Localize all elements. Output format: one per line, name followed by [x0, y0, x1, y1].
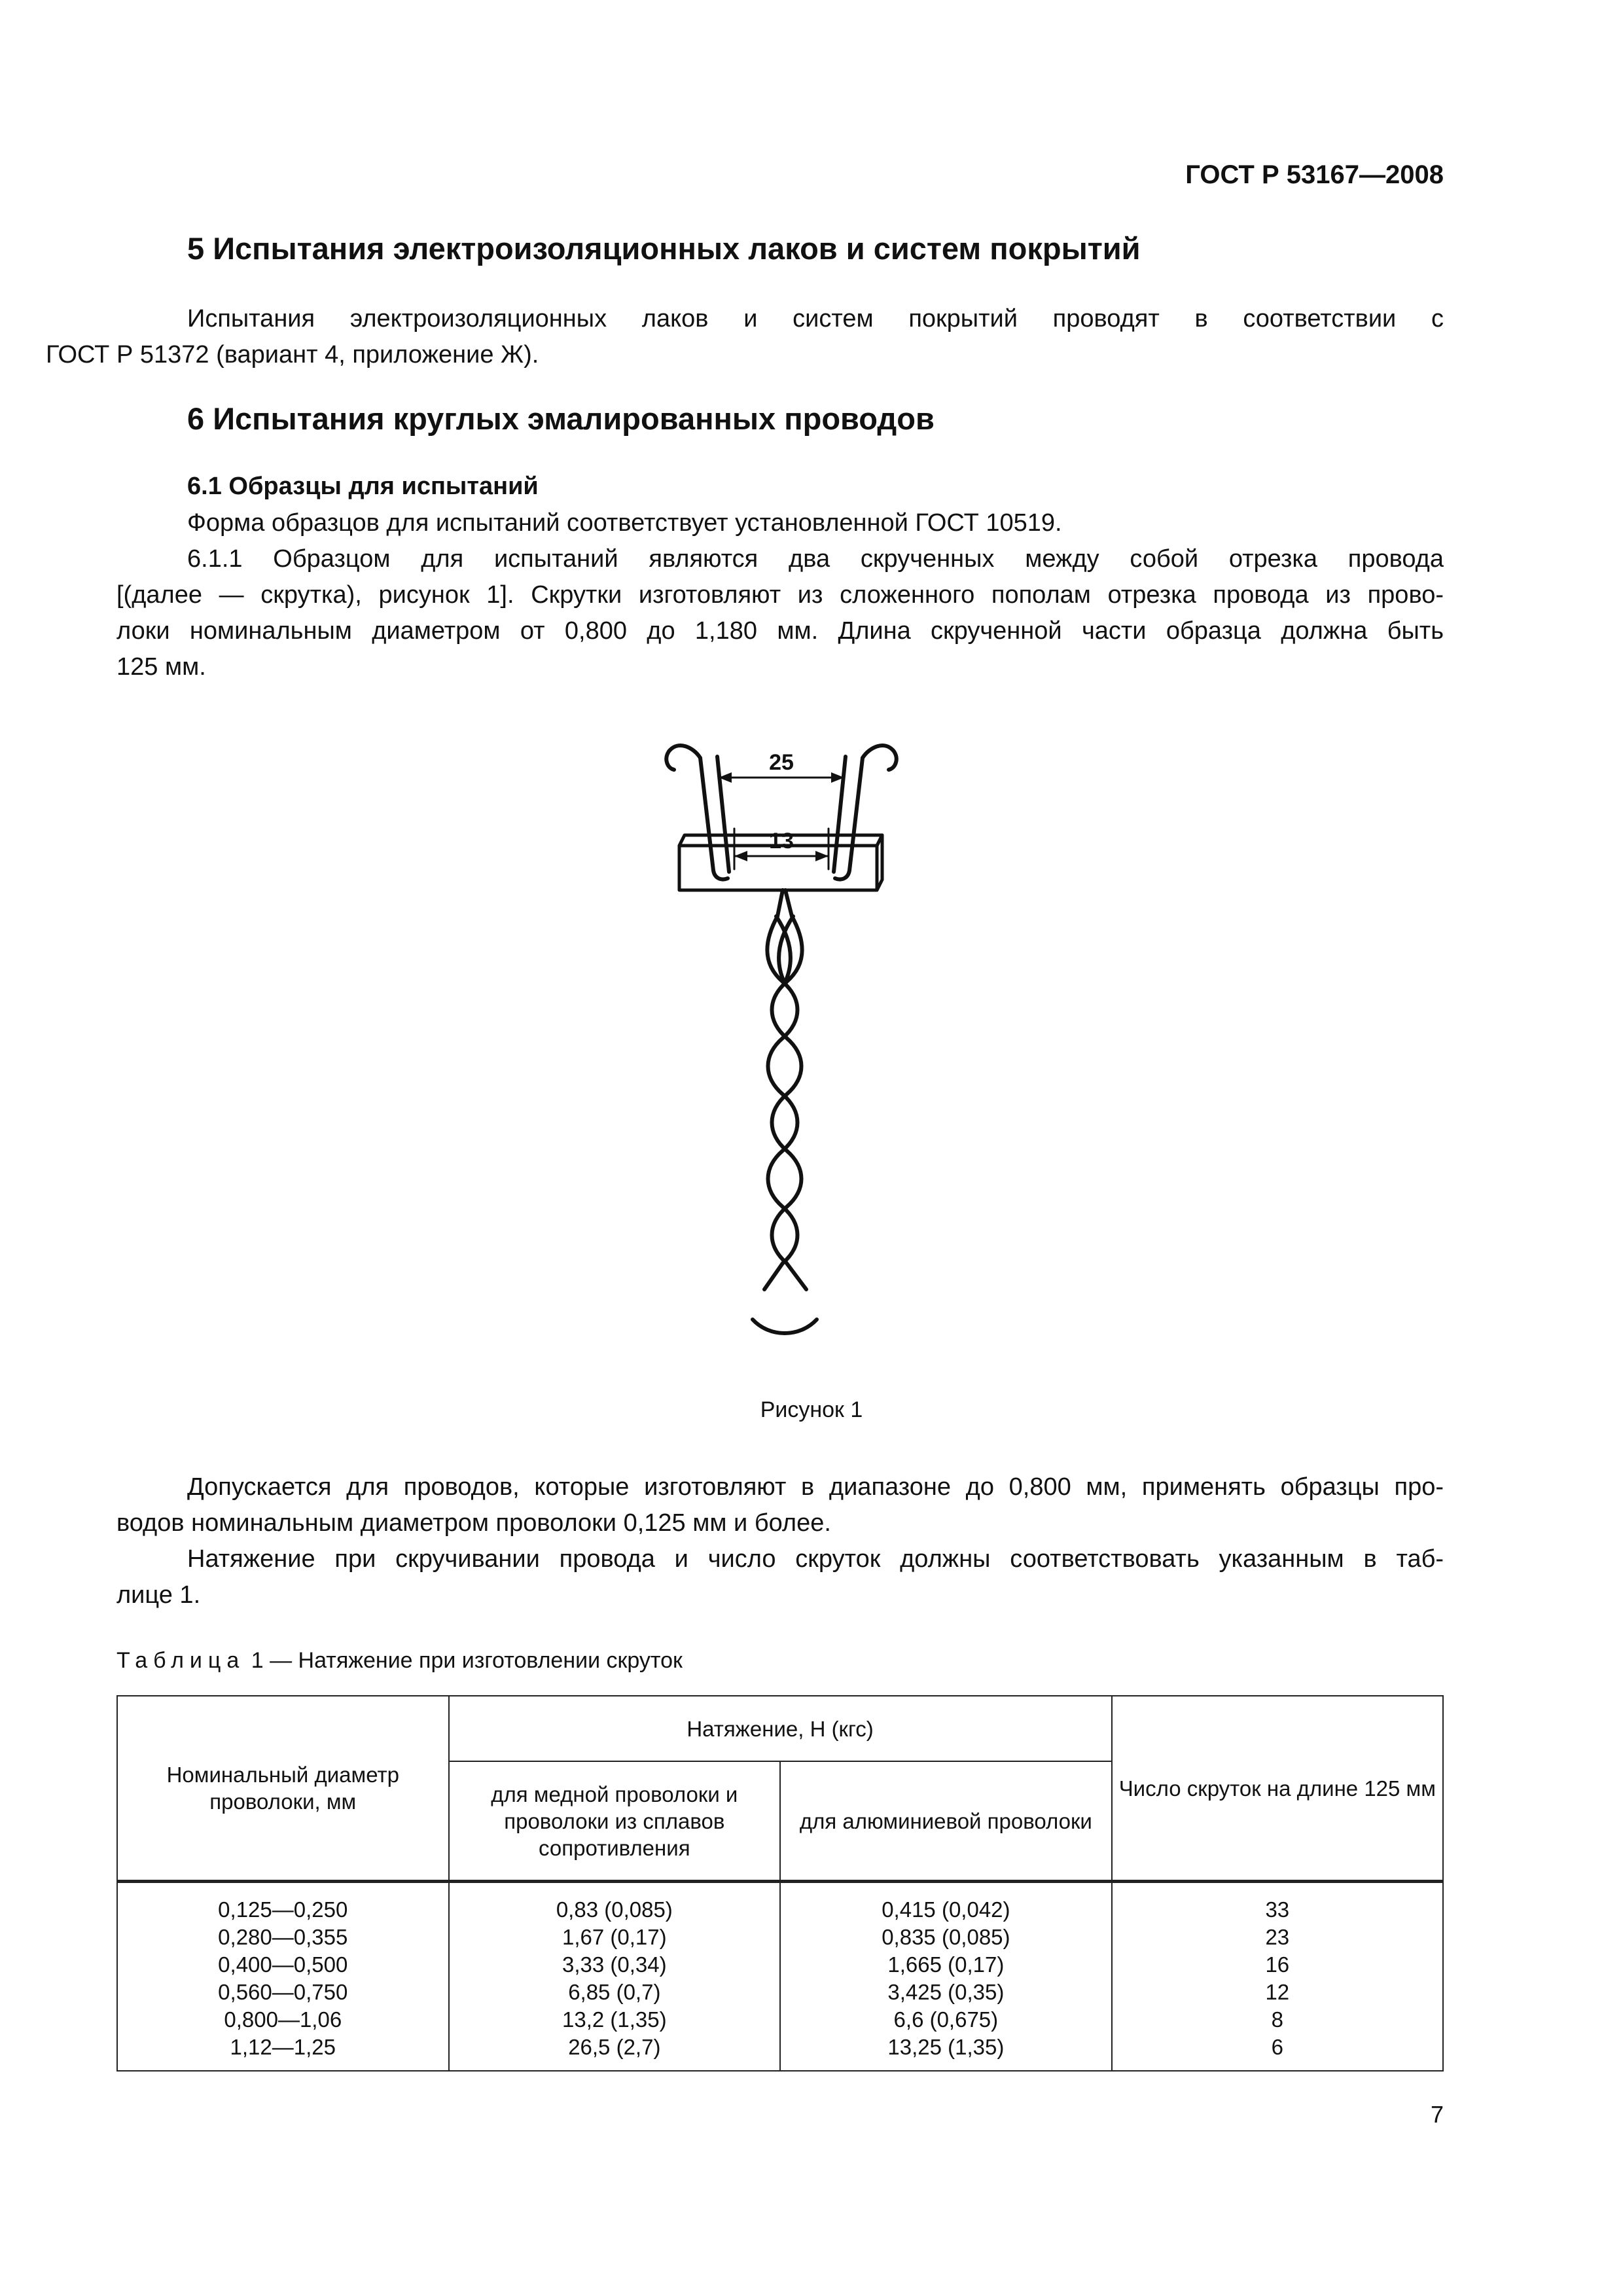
clause-6-1-1-paragraph	[116, 541, 1444, 685]
twisted-wire-sample-figure	[654, 700, 916, 1355]
table-cell: 1,67 (0,17)	[562, 1925, 667, 1949]
table-cell: 13,2 (1,35)	[562, 2007, 667, 2032]
table-cell: 12	[1265, 1980, 1290, 2004]
twists-column	[1112, 1882, 1443, 2072]
right-inner-wire	[834, 757, 846, 872]
paragraph-line: локи номинальным диаметром от 0,800 до 1,180 мм. Длина скрученной части образца должна быть	[116, 617, 1444, 645]
table-cell: 13,25 (1,35)	[887, 2035, 1005, 2059]
left-inner-wire	[717, 757, 729, 872]
table-cell: 3,33 (0,34)	[562, 1952, 667, 1977]
table-cell: 1,665 (0,17)	[887, 1952, 1005, 1977]
table-cell: 0,125—0,250	[218, 1897, 348, 1922]
table-cell: 0,560—0,750	[218, 1980, 348, 2004]
table-cell: 26,5 (2,7)	[568, 2035, 661, 2059]
paragraph-line: [(далее — скрутка), рисунок 1]. Скрутки изготовляют из сложенного пополам отрезка провода из прово-	[116, 581, 1444, 609]
table-cell: 0,83 (0,085)	[556, 1897, 673, 1922]
header-diameter: Номинальный диаметр проволоки, мм	[117, 1696, 449, 1882]
table-cell: 6	[1271, 2035, 1283, 2059]
paragraph-line: лице 1.	[116, 1581, 201, 1609]
table-cell: 23	[1265, 1925, 1290, 1949]
copper-column	[449, 1882, 781, 2072]
table-cell: 16	[1265, 1952, 1290, 1977]
header-aluminum: для алюминиевой проволоки	[780, 1761, 1112, 1882]
after-figure-paragraph-1	[116, 1469, 1444, 1541]
paragraph-line: 125 мм.	[116, 653, 206, 681]
figure-caption: Рисунок 1	[760, 1397, 863, 1422]
table-cell: 6,6 (0,675)	[893, 2007, 999, 2032]
paragraph-line: Допускается для проводов, которые изготовляют в диапазоне до 0,800 мм, применять образцы про-	[187, 1473, 1444, 1501]
paragraph-line: ГОСТ Р 51372 (вариант 4, приложение Ж).	[46, 341, 539, 368]
paragraph-line: Натяжение при скручивании провода и число скруток должны соответствовать указанным в таб-	[187, 1545, 1444, 1573]
wire-loop-bottom	[753, 1319, 817, 1333]
table-cell: 33	[1265, 1897, 1290, 1922]
header-copper: для медной проволоки и проволоки из сплавов сопротивления	[449, 1761, 781, 1882]
table-cell: 0,800—1,06	[224, 2007, 342, 2032]
diameter-column	[117, 1882, 449, 2072]
table-caption-title: 1 — Натяжение при изготовлении скруток	[245, 1648, 683, 1673]
subsection-6-1-title: 6.1 Образцы для испытаний	[187, 473, 539, 500]
tension-table	[116, 1695, 1444, 2072]
twist-strand-c	[776, 916, 793, 982]
dimension-13-label: 13	[769, 829, 794, 853]
table-caption-prefix: Таблица	[116, 1648, 245, 1673]
left-wire-hook	[666, 745, 700, 770]
arrow-13-right	[815, 851, 829, 861]
table-cell: 3,425 (0,35)	[887, 1980, 1005, 2004]
table-cell: 0,415 (0,042)	[882, 1897, 1010, 1922]
dimension-25-label: 25	[769, 750, 794, 775]
table-cell: 6,85 (0,7)	[568, 1980, 661, 2004]
paragraph-line: Испытания электроизоляционных лаков и систем покрытий проводят в соответствии с	[187, 305, 1444, 332]
section-5-title: 5 Испытания электроизоляционных лаков и систем покрытий	[187, 231, 1141, 266]
document-code: ГОСТ Р 53167—2008	[1185, 160, 1444, 189]
table-caption	[116, 1648, 683, 1674]
subsection-6-1-paragraph	[187, 505, 1444, 541]
right-wire-hook	[863, 745, 897, 770]
table-cell: 0,280—0,355	[218, 1925, 348, 1949]
table-cell: 8	[1271, 2007, 1283, 2032]
table-cell: 1,12—1,25	[230, 2035, 336, 2059]
aluminum-column	[780, 1882, 1112, 2072]
table-cell: 0,400—0,500	[218, 1952, 348, 1977]
table-cell: 0,835 (0,085)	[882, 1925, 1010, 1949]
header-twists: Число скруток на длине 125 мм	[1112, 1696, 1443, 1882]
arrow-13-left	[734, 851, 747, 861]
page-number: 7	[1430, 2101, 1444, 2128]
paragraph-line: 6.1.1 Образцом для испытаний являются два скрученных между собой отрезка провода	[187, 545, 1444, 573]
paragraph-line: водов номинальным диаметром проволоки 0,125 мм и более.	[116, 1509, 831, 1537]
section-5-paragraph	[46, 301, 1444, 373]
header-tension: Натяжение, Н (кгс)	[449, 1696, 1112, 1761]
paragraph-line: Форма образцов для испытаний соответствует установленной ГОСТ 10519.	[187, 509, 1062, 537]
after-figure-paragraph-2	[116, 1541, 1444, 1613]
section-6-title: 6 Испытания круглых эмалированных проводов	[187, 401, 935, 436]
